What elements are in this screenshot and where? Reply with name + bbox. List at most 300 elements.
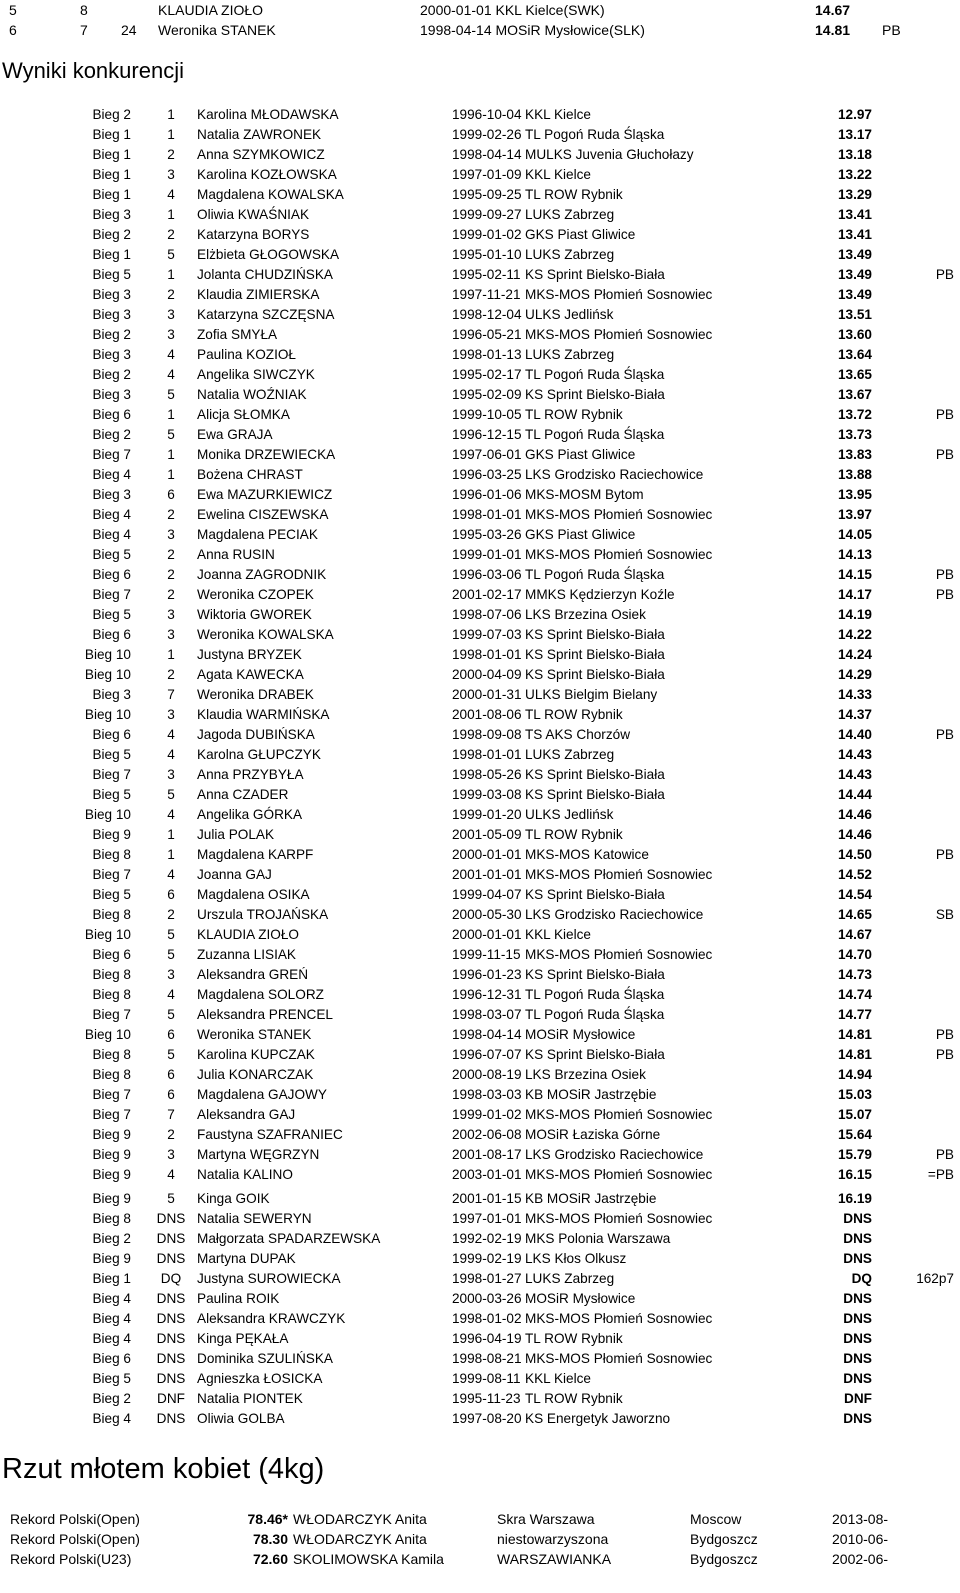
- table-row: [0, 1389, 960, 1409]
- lane: 7: [167, 687, 175, 702]
- heat: Bieg 5: [92, 747, 131, 762]
- lane: 4: [167, 1167, 175, 1182]
- birth-date: 1998-01-27: [452, 1271, 522, 1286]
- table-row: [0, 225, 960, 245]
- heat: Bieg 7: [92, 587, 131, 602]
- heat: Bieg 3: [92, 487, 131, 502]
- birth-date: 1999-04-07: [452, 887, 522, 902]
- result-time: 13.72: [837, 407, 872, 422]
- club: TL ROW Rybnik: [525, 1391, 623, 1406]
- club: MOSiR Mysłowice: [525, 1291, 636, 1306]
- birth-date: 1995-09-25: [452, 187, 522, 202]
- birth-date: 1998-09-08: [452, 727, 522, 742]
- athlete-name: Justyna SUROWIECKA: [197, 1271, 341, 1286]
- athlete-name: Karolina KOZŁOWSKA: [197, 167, 337, 182]
- club: TL ROW Rybnik: [525, 407, 623, 422]
- table-row: [0, 285, 960, 305]
- result-time: 14.65: [837, 907, 872, 922]
- club: MKS-MOS Płomień Sosnowiec: [525, 507, 713, 522]
- record-club: Skra Warszawa: [497, 1511, 595, 1527]
- result-time: 13.18: [837, 147, 872, 162]
- table-row: [0, 485, 960, 505]
- athlete-name: Magdalena KARPF: [197, 847, 314, 862]
- birth-date: 1996-05-21: [452, 327, 522, 342]
- heat: Bieg 6: [92, 727, 131, 742]
- result-time: 14.33: [837, 687, 872, 702]
- heat: Bieg 1: [92, 187, 131, 202]
- lane: 3: [167, 1147, 175, 1162]
- club: LKS Grodzisko Raciechowice: [525, 907, 704, 922]
- athlete-name: Anna SZYMKOWICZ: [197, 147, 325, 162]
- result-time: DNS: [843, 1211, 872, 1226]
- heat: Bieg 6: [92, 947, 131, 962]
- lane: DNS: [156, 1371, 186, 1386]
- athlete-name: Julia POLAK: [197, 827, 275, 842]
- heat: Bieg 1: [92, 147, 131, 162]
- club: MKS-MOS Płomień Sosnowiec: [525, 867, 713, 882]
- birth-date: 2000-03-26: [452, 1291, 522, 1306]
- club: MKS-MOS Płomień Sosnowiec: [525, 1107, 713, 1122]
- heat: Bieg 5: [92, 887, 131, 902]
- result-time: 14.52: [837, 867, 872, 882]
- table-row: [0, 805, 960, 825]
- athlete-name: Justyna BRYZEK: [197, 647, 302, 662]
- athlete-name: Paulina KOZIOŁ: [197, 347, 296, 362]
- result-time: DNS: [843, 1251, 872, 1266]
- result-time: 14.29: [837, 667, 872, 682]
- athlete-name: Anna CZADER: [197, 787, 289, 802]
- heat: Bieg 10: [84, 667, 131, 682]
- club: KS Sprint Bielsko-Biała: [525, 767, 665, 782]
- heat: Bieg 3: [92, 687, 131, 702]
- result-time: 14.05: [837, 527, 872, 542]
- athlete-name: Jolanta CHUDZIŃSKA: [197, 267, 333, 282]
- club: KS Sprint Bielsko-Biała: [525, 887, 665, 902]
- birth-date: 1999-01-02: [452, 227, 522, 242]
- birth-date: 1999-01-01: [452, 547, 522, 562]
- birth-date: 1999-07-03: [452, 627, 522, 642]
- athlete-name: Weronika DRABEK: [197, 687, 314, 702]
- birth-date: 2001-01-15: [452, 1191, 522, 1206]
- lane: DNS: [156, 1291, 186, 1306]
- lane: DNS: [156, 1331, 186, 1346]
- lane: 5: [167, 1007, 175, 1022]
- lane: 3: [167, 327, 175, 342]
- athlete-name: Weronika KOWALSKA: [197, 627, 334, 642]
- table-row: [0, 825, 960, 845]
- result-note: PB: [935, 1047, 954, 1062]
- athlete-name: Magdalena PECIAK: [197, 527, 318, 542]
- club: MKS-MOS Płomień Sosnowiec: [525, 1311, 713, 1326]
- lane: 3: [167, 967, 175, 982]
- athlete-name: Elżbieta GŁOGOWSKA: [197, 247, 340, 262]
- result-time: 13.41: [837, 227, 872, 242]
- athlete-name: Kinga PĘKAŁA: [197, 1331, 289, 1346]
- birth-date: 1995-11-23: [452, 1391, 521, 1406]
- lane: 3: [167, 307, 175, 322]
- result-time: DNS: [843, 1371, 872, 1386]
- table-row: [0, 345, 960, 365]
- club: KS Sprint Bielsko-Biała: [525, 787, 665, 802]
- birth-date: 2001-08-06: [452, 707, 522, 722]
- heat: Bieg 9: [92, 1167, 131, 1182]
- result-time: 13.51: [837, 307, 872, 322]
- club: MKS Polonia Warszawa: [525, 1231, 671, 1246]
- heat: Bieg 4: [92, 467, 131, 482]
- club: LUKS Zabrzeg: [525, 247, 615, 262]
- birth-date: 1999-08-11: [452, 1371, 521, 1386]
- heat: Bieg 7: [92, 867, 131, 882]
- club: TL ROW Rybnik: [525, 187, 623, 202]
- athlete-name: Aleksandra GAJ: [197, 1107, 296, 1122]
- birth-date: 1996-07-07: [452, 1047, 522, 1062]
- section-title: Wyniki konkurencji: [2, 58, 184, 83]
- lane: 2: [167, 667, 175, 682]
- result-time: 14.37: [837, 707, 872, 722]
- table-row: [0, 545, 960, 565]
- result-time: 15.03: [837, 1087, 872, 1102]
- birth-date: 1999-11-15: [452, 947, 521, 962]
- table-row: [0, 625, 960, 645]
- heat: Bieg 8: [92, 1047, 131, 1062]
- club: LUKS Zabrzeg: [525, 207, 615, 222]
- club: TL Pogoń Ruda Śląska: [525, 987, 665, 1002]
- birth-date: 2000-08-19: [452, 1067, 522, 1082]
- result-time: 14.54: [837, 887, 872, 902]
- record-holder: SKOLIMOWSKA Kamila: [293, 1551, 444, 1567]
- club: LKS Grodzisko Raciechowice: [525, 467, 704, 482]
- record-club: niestowarzyszona: [497, 1531, 609, 1547]
- athlete-name: Magdalena OSIKA: [197, 887, 310, 902]
- birth-date: 1996-10-04: [452, 107, 522, 122]
- heat: Bieg 5: [92, 607, 131, 622]
- club: MOSiR Łaziska Górne: [525, 1127, 661, 1142]
- heat: Bieg 6: [92, 567, 131, 582]
- club: TL Pogoń Ruda Śląska: [525, 1007, 665, 1022]
- lane: 1: [167, 447, 175, 462]
- result-time: DNS: [843, 1291, 872, 1306]
- birth-date: 1998-07-06: [452, 607, 522, 622]
- birth-date: 1995-03-26: [452, 527, 522, 542]
- result-time: 14.94: [837, 1067, 872, 1082]
- lane: 5: [167, 927, 175, 942]
- birth-date: 1995-02-17: [452, 367, 522, 382]
- lane: 6: [167, 1027, 175, 1042]
- heat: Bieg 5: [92, 1371, 131, 1386]
- lane: 2: [167, 507, 175, 522]
- heat: Bieg 10: [84, 707, 131, 722]
- club: TL ROW Rybnik: [525, 707, 623, 722]
- birth-date: 1999-03-08: [452, 787, 522, 802]
- athlete-name: Natalia SEWERYN: [197, 1211, 312, 1226]
- club: ULKS Jedlińsk: [525, 307, 614, 322]
- athlete-name: Julia KONARCZAK: [197, 1067, 314, 1082]
- athlete-name: Magdalena SOLORZ: [197, 987, 324, 1002]
- club: KS Sprint Bielsko-Biała: [525, 1047, 665, 1062]
- club: KB MOSiR Jastrzębie: [525, 1087, 657, 1102]
- result-time: 15.79: [837, 1147, 872, 1162]
- birth-date: 1996-03-06: [452, 567, 522, 582]
- birth-date: 2001-05-09: [452, 827, 522, 842]
- lane: 4: [167, 807, 175, 822]
- record-label: Rekord Polski(Open): [10, 1531, 140, 1547]
- heat: Bieg 5: [92, 547, 131, 562]
- birth-date: 1999-01-20: [452, 807, 522, 822]
- athlete-name: Karolina MŁODAWSKA: [197, 107, 339, 122]
- table-row: [0, 1145, 960, 1165]
- lane: 3: [167, 607, 175, 622]
- result-time: 14.46: [837, 827, 872, 842]
- athlete-name: Klaudia WARMIŃSKA: [197, 707, 330, 722]
- lane: 4: [167, 987, 175, 1002]
- athlete-name: Urszula TROJAŃSKA: [197, 907, 329, 922]
- table-row: [0, 1025, 960, 1045]
- heat: Bieg 8: [92, 1067, 131, 1082]
- birth-date: 1995-01-10: [452, 247, 522, 262]
- result-note: PB: [935, 267, 954, 282]
- birth-date: 1997-08-20: [452, 1411, 522, 1426]
- lane: 3: [167, 527, 175, 542]
- table-row: [0, 1289, 960, 1309]
- heat: Bieg 9: [92, 1251, 131, 1266]
- result-time: 14.15: [837, 567, 872, 582]
- table-row: [0, 365, 960, 385]
- club: MKS-MOS Płomień Sosnowiec: [525, 327, 713, 342]
- result-note: SB: [935, 907, 954, 922]
- heat: Bieg 2: [92, 427, 131, 442]
- result-time: 14.74: [837, 987, 872, 1002]
- table-row: [0, 445, 960, 465]
- lane: 1: [167, 207, 175, 222]
- result-time: 13.41: [837, 207, 872, 222]
- result-time: 12.97: [837, 107, 872, 122]
- lane: 2: [167, 567, 175, 582]
- record-holder: WŁODARCZYK Anita: [293, 1531, 427, 1547]
- lane: 1: [167, 847, 175, 862]
- lane: 1: [167, 467, 175, 482]
- table-row: [0, 1005, 960, 1025]
- lane: DQ: [160, 1271, 182, 1286]
- lane: 24: [121, 22, 137, 38]
- table-row: [0, 525, 960, 545]
- club: MKS-MOSM Bytom: [525, 487, 644, 502]
- result-time: 15.07: [837, 1107, 872, 1122]
- birth-date: 1992-02-19: [452, 1231, 522, 1246]
- birth-date: 2000-01-01: [452, 927, 522, 942]
- result-time: 14.43: [837, 747, 872, 762]
- result-time: 13.65: [837, 367, 872, 382]
- athlete-name: Ewa MAZURKIEWICZ: [197, 487, 333, 502]
- birth-date: 1997-01-01: [452, 1211, 522, 1226]
- lane: 2: [167, 547, 175, 562]
- table-row: [0, 1269, 960, 1289]
- result-note: PB: [935, 407, 954, 422]
- athlete-name: Ewa GRAJA: [197, 427, 273, 442]
- athlete-name: Małgorzata SPADARZEWSKA: [197, 1231, 381, 1246]
- athlete-name: Katarzyna BORYS: [197, 227, 310, 242]
- table-row: [0, 1165, 960, 1185]
- heat: Bieg 3: [92, 387, 131, 402]
- birth-date: 1998-01-02: [452, 1311, 522, 1326]
- heat: Bieg 4: [92, 1411, 131, 1426]
- result-time: DNS: [843, 1231, 872, 1246]
- table-row: [0, 1409, 960, 1429]
- place: 5: [9, 2, 17, 18]
- heat: Bieg 3: [92, 307, 131, 322]
- heat: Bieg 7: [92, 1007, 131, 1022]
- lane: 1: [167, 647, 175, 662]
- table-row: [0, 105, 960, 125]
- heat: Bieg 8: [92, 847, 131, 862]
- heat: Bieg 10: [84, 807, 131, 822]
- table-row: [0, 885, 960, 905]
- club: LKS Brzezina Osiek: [525, 1067, 646, 1082]
- result-time: 13.67: [837, 387, 872, 402]
- result-time: 14.70: [837, 947, 872, 962]
- result-note: PB: [935, 567, 954, 582]
- club: LUKS Zabrzeg: [525, 747, 615, 762]
- birth-date: 1998-01-01: [452, 507, 522, 522]
- club: MKS-MOS Płomień Sosnowiec: [525, 547, 713, 562]
- lane: DNS: [156, 1231, 186, 1246]
- heat: Bieg 5: [92, 267, 131, 282]
- top-result-row: [0, 0, 960, 20]
- heat: Bieg 6: [92, 627, 131, 642]
- birth-date: 2000-04-09: [452, 667, 522, 682]
- heat: Bieg 8: [92, 967, 131, 982]
- club: MOSiR Mysłowice: [525, 1027, 636, 1042]
- result-time: 13.22: [837, 167, 872, 182]
- heat: Bieg 8: [92, 1211, 131, 1226]
- record-label: Rekord Polski(U23): [10, 1551, 132, 1567]
- lane: 5: [167, 427, 175, 442]
- result-time: 14.73: [837, 967, 872, 982]
- heat: Bieg 9: [92, 1127, 131, 1142]
- club: ULKS Jedlińsk: [525, 807, 614, 822]
- heat: Bieg 6: [92, 1351, 131, 1366]
- lane: DNS: [156, 1211, 186, 1226]
- birth-date: 1998-01-13: [452, 347, 522, 362]
- athlete-name: Natalia PIONTEK: [197, 1391, 303, 1406]
- birth-date: 2001-01-01: [452, 867, 522, 882]
- result-time: DNF: [844, 1391, 872, 1406]
- athlete-name: Anna RUSIN: [197, 547, 275, 562]
- result-note: PB: [935, 1027, 954, 1042]
- result-time: 14.22: [837, 627, 872, 642]
- table-row: [0, 665, 960, 685]
- heat: Bieg 7: [92, 767, 131, 782]
- athlete-name: Anna PRZYBYŁA: [197, 767, 304, 782]
- result-time: 13.49: [837, 247, 872, 262]
- table-row: [0, 1329, 960, 1349]
- table-row: [0, 385, 960, 405]
- birth-date: 1996-12-31: [452, 987, 522, 1002]
- event-title: Rzut młotem kobiet (4kg): [2, 1453, 325, 1485]
- lane: 5: [167, 1047, 175, 1062]
- athlete-name: Monika DRZEWIECKA: [197, 447, 336, 462]
- table-row: [0, 1065, 960, 1085]
- club: LKS Grodzisko Raciechowice: [525, 1147, 704, 1162]
- athlete-name: Karolina KUPCZAK: [197, 1047, 315, 1062]
- athlete-name: Weronika STANEK: [158, 22, 276, 38]
- date-club: 2000-01-01 KKL Kielce(SWK): [420, 2, 605, 18]
- result-time: 14.43: [837, 767, 872, 782]
- result-note: PB: [935, 1147, 954, 1162]
- table-row: [0, 745, 960, 765]
- lane: 2: [167, 587, 175, 602]
- record-mark: 72.60: [252, 1551, 288, 1567]
- heat: Bieg 3: [92, 207, 131, 222]
- club: TL Pogoń Ruda Śląska: [525, 367, 665, 382]
- result-time: 13.83: [837, 447, 872, 462]
- heat: Bieg 7: [92, 1107, 131, 1122]
- birth-date: 2001-08-17: [452, 1147, 522, 1162]
- birth-date: 2001-02-17: [452, 587, 522, 602]
- lane: 3: [167, 627, 175, 642]
- table-row: [0, 1369, 960, 1389]
- result-time: 13.64: [837, 347, 872, 362]
- records-table: [0, 1509, 960, 1569]
- athlete-name: Angelika SIWCZYK: [197, 367, 315, 382]
- lane: 5: [167, 787, 175, 802]
- result-time: 14.40: [837, 727, 872, 742]
- birth-date: 1997-06-01: [452, 447, 522, 462]
- club: KB MOSiR Jastrzębie: [525, 1191, 657, 1206]
- athlete-name: Ewelina CISZEWSKA: [197, 507, 329, 522]
- athlete-name: Zuzanna LISIAK: [197, 947, 296, 962]
- record-label: Rekord Polski(Open): [10, 1511, 140, 1527]
- heat: Bieg 1: [92, 1271, 131, 1286]
- table-row: [0, 985, 960, 1005]
- club: TL ROW Rybnik: [525, 1331, 623, 1346]
- athlete-name: Karolna GŁUPCZYK: [197, 747, 321, 762]
- lane: 5: [167, 247, 175, 262]
- table-row: [0, 125, 960, 145]
- lane: 2: [167, 227, 175, 242]
- athlete-name: Joanna GAJ: [197, 867, 272, 882]
- lane: DNS: [156, 1351, 186, 1366]
- club: GKS Piast Gliwice: [525, 527, 636, 542]
- table-row: [0, 585, 960, 605]
- table-row: [0, 845, 960, 865]
- athlete-name: Faustyna SZAFRANIEC: [197, 1127, 343, 1142]
- record-date: 2002-06-: [832, 1551, 889, 1567]
- table-row: [0, 725, 960, 745]
- table-row: [0, 245, 960, 265]
- lane: 1: [167, 827, 175, 842]
- heat: Bieg 2: [92, 1231, 131, 1246]
- club: MKS-MOS Płomień Sosnowiec: [525, 947, 713, 962]
- club: MMKS Kędzierzyn Koźle: [525, 587, 675, 602]
- club: LKS Brzezina Osiek: [525, 607, 646, 622]
- athlete-name: Klaudia ZIMIERSKA: [197, 287, 320, 302]
- birth-date: 1998-12-04: [452, 307, 522, 322]
- athlete-name: Natalia ZAWRONEK: [197, 127, 322, 142]
- birth-date: 1996-03-25: [452, 467, 522, 482]
- result-time: 14.46: [837, 807, 872, 822]
- result-time: 13.49: [837, 287, 872, 302]
- birth-date: 2000-01-01: [452, 847, 522, 862]
- birth-date: 1999-02-19: [452, 1251, 522, 1266]
- club: MKS-MOS Płomień Sosnowiec: [525, 1351, 713, 1366]
- athlete-name: Magdalena KOWALSKA: [197, 187, 344, 202]
- birth-date: 2003-01-01: [452, 1167, 522, 1182]
- athlete-name: KLAUDIA ZIOŁO: [158, 2, 264, 18]
- lane: 5: [167, 1191, 175, 1206]
- result-time: DNS: [843, 1331, 872, 1346]
- athlete-name: Paulina ROIK: [197, 1291, 280, 1306]
- results-table: [0, 105, 960, 1429]
